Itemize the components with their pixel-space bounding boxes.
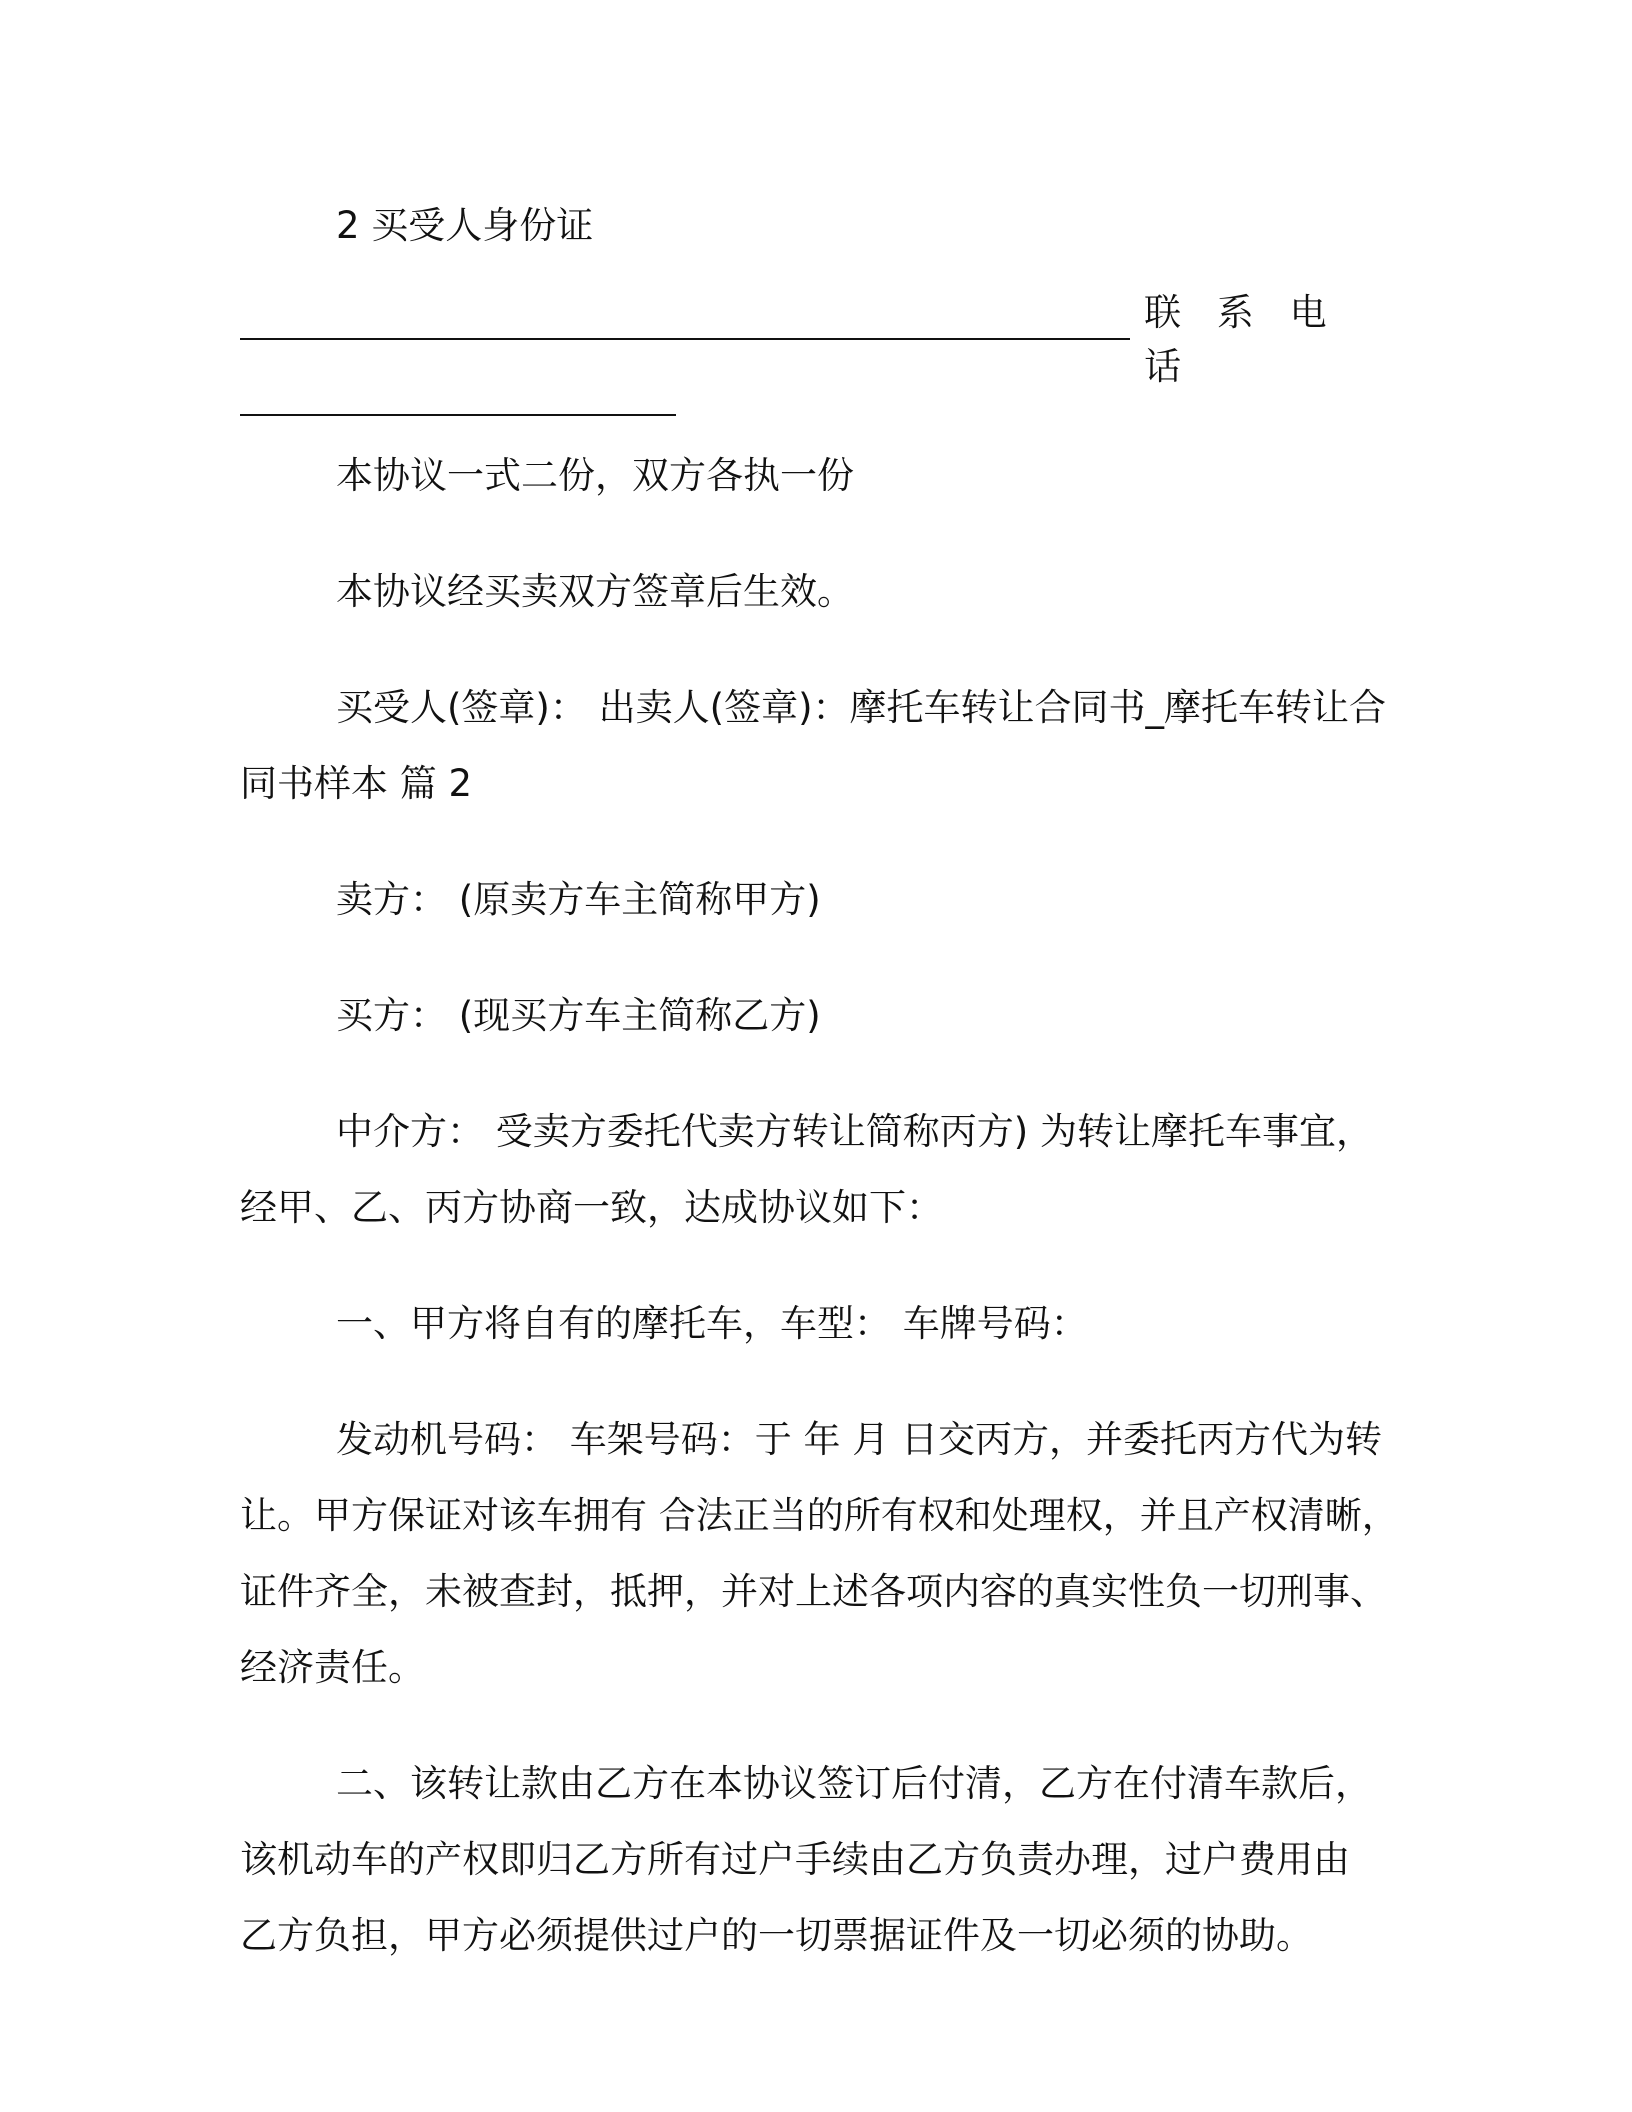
clause-2-line-1: 二、该转让款由乙方在本协议签订后付清，乙方在付清车款后， [336, 1762, 1372, 1805]
clause-1b-line-4: 经济责任。 [240, 1646, 425, 1689]
signature-paragraph [240, 670, 1392, 822]
tel-label: 联 系 电 话 [1144, 291, 1339, 388]
clause-1b-line-1: 发动机号码： 车架号码：于 年 月 日交丙方，并委托丙方代为转 [336, 1418, 1383, 1461]
clause-2-paragraph [240, 1746, 1392, 1974]
agent-paragraph [240, 1094, 1392, 1246]
buyer-paragraph: 买方： (现买方车主简称乙方) [336, 994, 821, 1037]
buyer-id-label: 2 买受人身份证 [336, 204, 594, 247]
document-body [240, 188, 1399, 1974]
effective-paragraph: 本协议经买卖双方签章后生效。 [336, 570, 854, 613]
clause-1b-line-2: 让。甲方保证对该车拥有 合法正当的所有权和处理权，并且产权清晰， [240, 1494, 1399, 1537]
tel-blank-line [240, 370, 676, 416]
signature-line: 买受人(签章)： 出卖人(签章)：摩托车转让合同书_摩托车转让合 [336, 686, 1386, 729]
id-blank-line [240, 284, 1130, 340]
clause-2-line-3: 乙方负担，甲方必须提供过户的一切票据证件及一切必须的协助。 [240, 1914, 1313, 1957]
seller-paragraph: 卖方： (原卖方车主简称甲方) [336, 878, 821, 921]
clause-1b-paragraph [240, 1402, 1399, 1706]
clause-2-line-2: 该机动车的产权即归乙方所有过户手续由乙方负责办理，过户费用由 [240, 1838, 1350, 1881]
copies-paragraph: 本协议一式二份，双方各执一份 [336, 454, 854, 497]
agent-line-2: 经甲、乙、丙方协商一致，达成协议如下： [240, 1186, 943, 1229]
clause-1b-line-3: 证件齐全，未被查封，抵押，并对上述各项内容的真实性负一切刑事、 [240, 1570, 1387, 1613]
tel-row [240, 340, 1392, 416]
agent-line-1: 中介方： 受卖方委托代卖方转让简称丙方) 为转让摩托车事宜， [336, 1110, 1373, 1153]
id-tel-row [240, 264, 1392, 388]
signature-line-cont: 同书样本 篇 2 [240, 762, 473, 805]
clause-1: 一、甲方将自有的摩托车，车型： 车牌号码： [336, 1302, 1088, 1345]
